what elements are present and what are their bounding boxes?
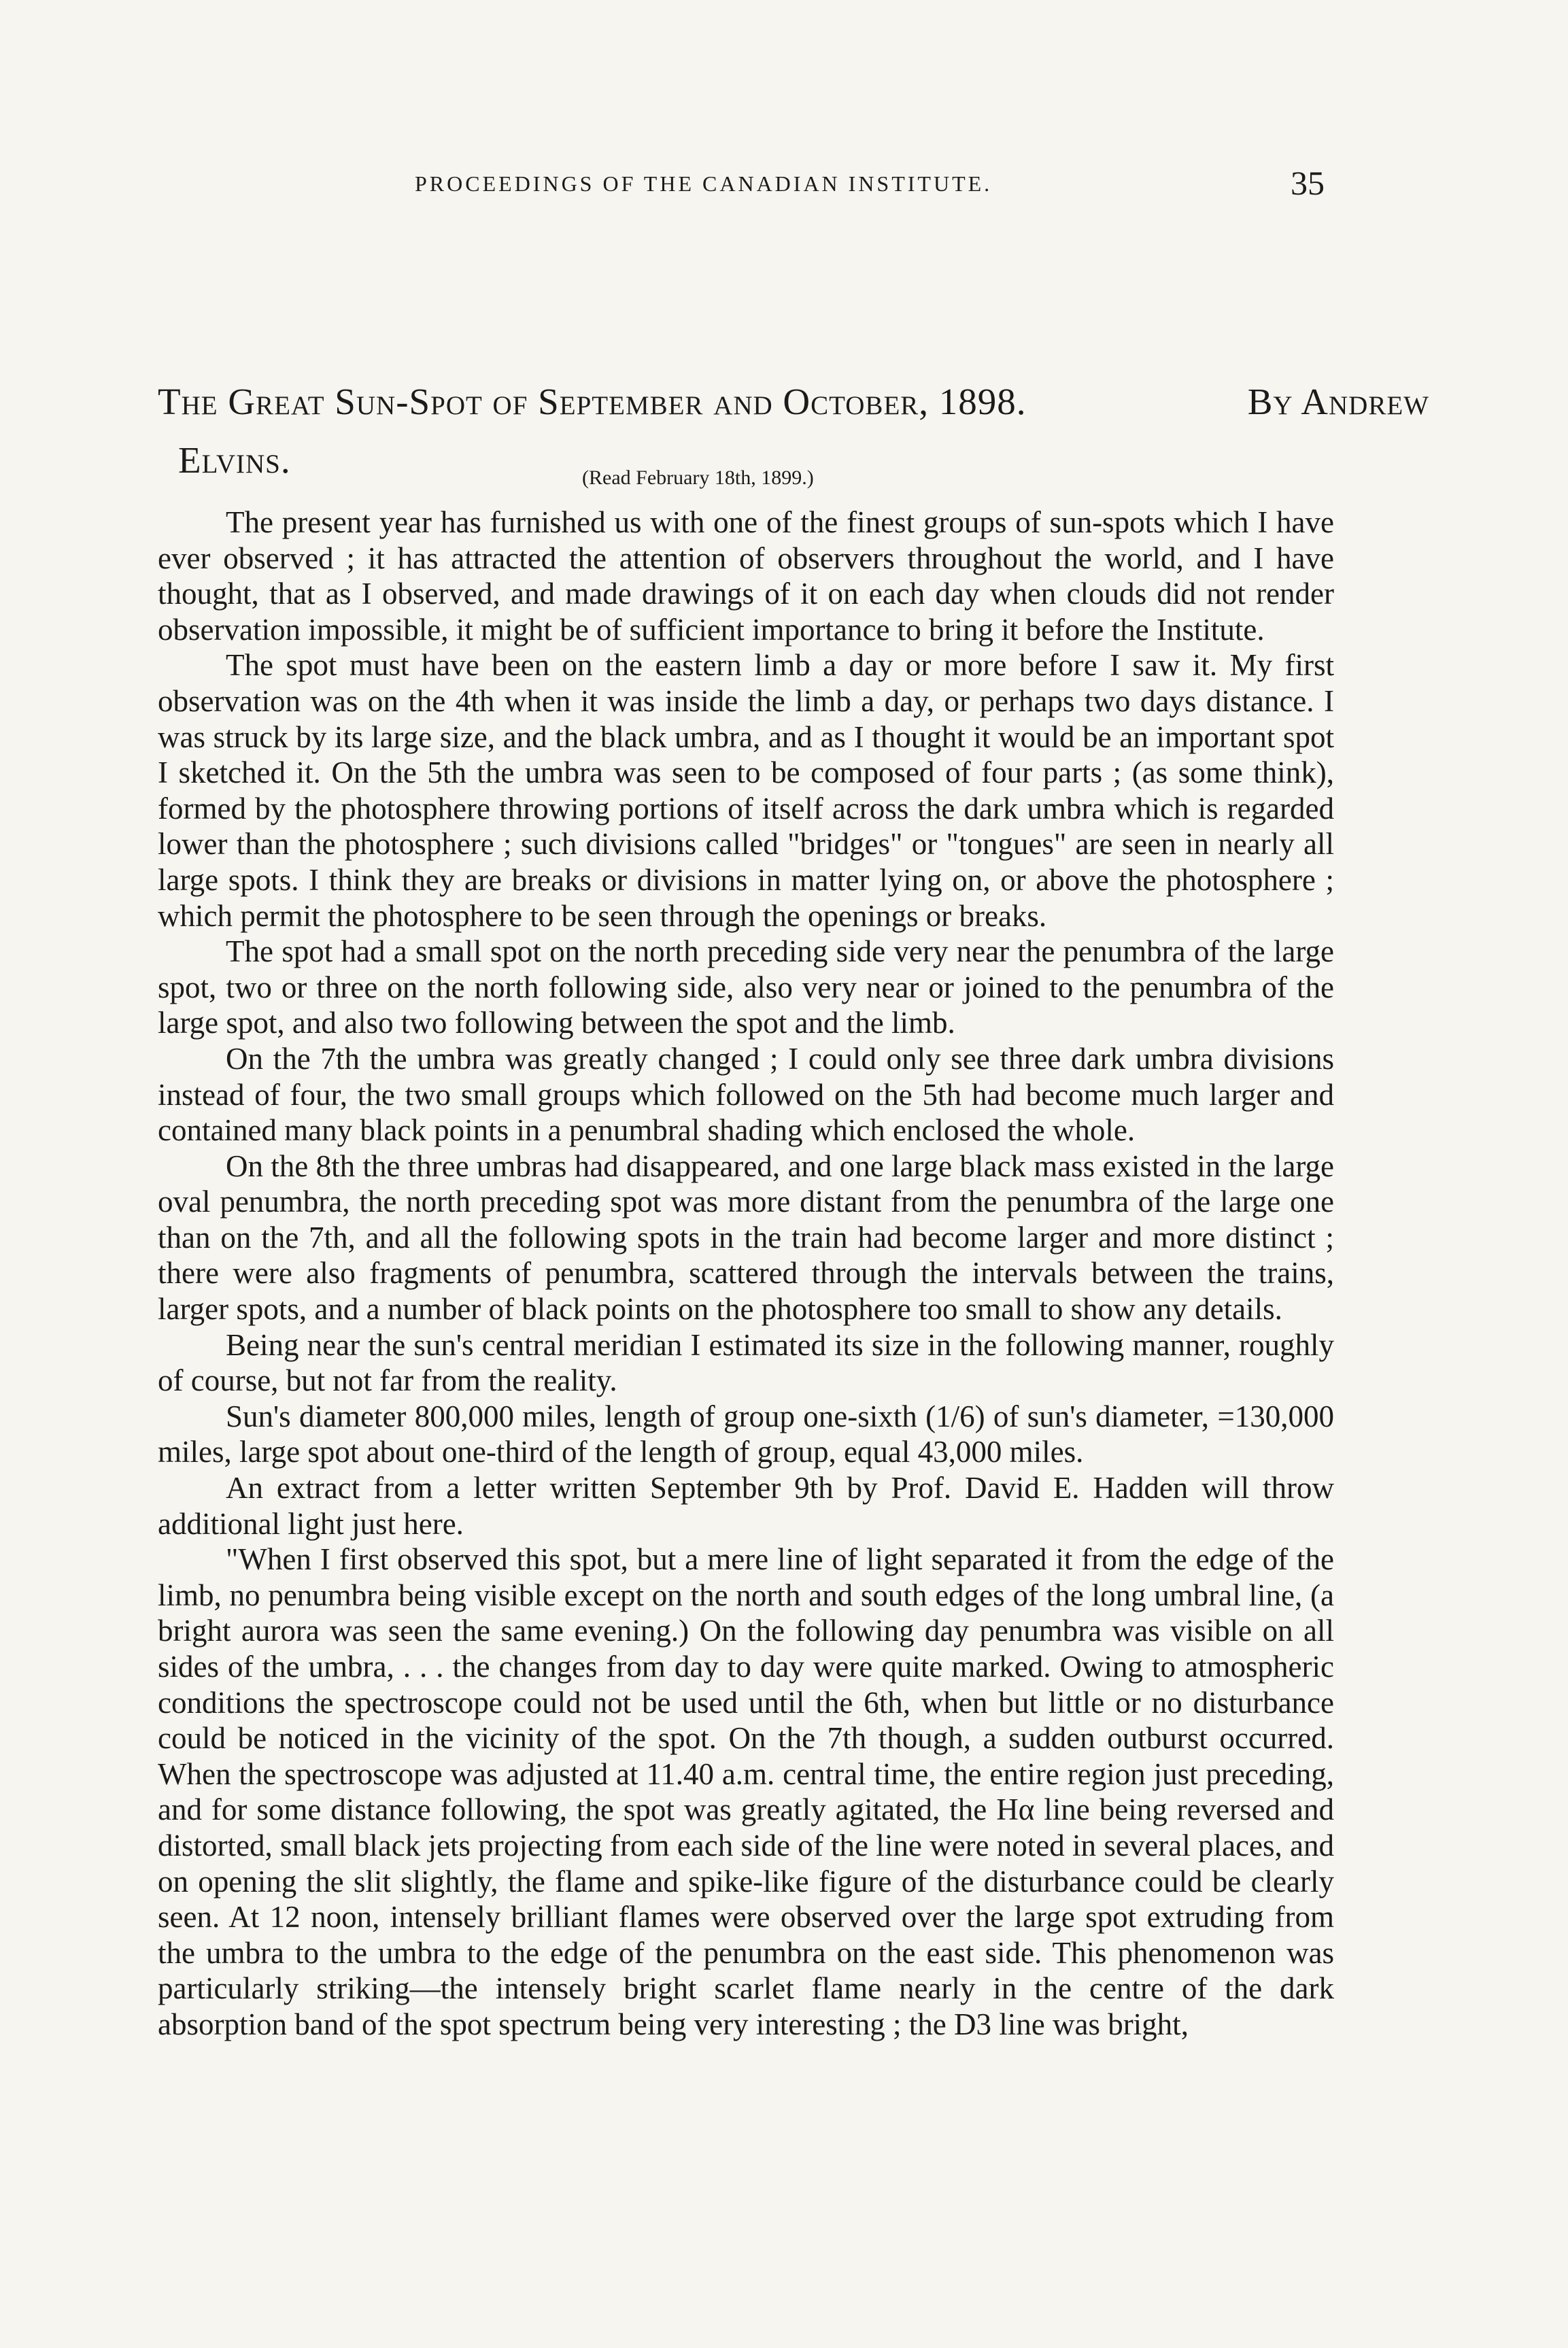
page-number: 35 (1291, 164, 1325, 202)
paragraph: On the 7th the umbra was greatly changed ; I could only see three dark umbra divisions instead of four, the two small groups which followed on the 5th had become much larger and contained many black points in a penumbral shading which enclosed the whole. (158, 1041, 1334, 1148)
paragraph: Being near the sun's central meridian I estimated its size in the following manner, roughly of course, but not far from the reality. (158, 1327, 1334, 1398)
running-head: PROCEEDINGS OF THE CANADIAN INSTITUTE. (415, 171, 993, 196)
paragraph: "When I first observed this spot, but a mere line of light separated it from the edge of the limb, no penumbra being visible except on the north and south edges of the long umbral line, (a bright aurora was seen the same evening.) On the following day penumbra was visible on all sides of the umbra, . . . the changes from day to day were quite marked. Owing to atmospheric conditions the spectroscope could not be used until the 6th, when but little or no disturbance could be noticed in the vicinity of the spot. On the 7th though, a sudden outburst occurred. When the spectroscope was adjusted at 11.40 a.m. central time, the entire region just preceding, and for some distance following, the spot was greatly agitated, the Hα line being reversed and distorted, small black jets projecting from each side of the line were noted in several places, and on opening the slit slightly, the flame and spike-like figure of the disturbance could be clearly seen. At 12 noon, intensely brilliant flames were observed over the large spot extruding from the umbra to the umbra to the edge of the penumbra on the east side. This phenomenon was particularly striking—the intensely bright scarlet flame nearly in the centre of the dark absorption band of the spot spectrum being very interesting ; the D3 line was bright, (158, 1542, 1334, 2041)
article-author-continued: Elvins. (178, 439, 291, 481)
paragraph: The spot had a small spot on the north preceding side very near the penumbra of the large spot, two or three on the north following side, also very near or joined to the penumbra of the large spot, and also two following between the spot and the limb. (158, 934, 1334, 1040)
paragraph: On the 8th the three umbras had disappeared, and one large black mass existed in the large oval penumbra, the north preceding spot was more distant from the penumbra of the large one than on the 7th, and all the following spots in the train had become larger and more distinct ; there were also fragments of penumbra, scattered through the intervals between the trains, larger spots, and a number of black points on the photosphere too small to show any details. (158, 1149, 1334, 1327)
read-note: (Read February 18th, 1899.) (582, 466, 814, 489)
article-byline: By Andrew (1247, 381, 1429, 422)
article-body (158, 505, 1334, 2043)
article-title: The Great Sun-Spot of September and October, 1898. (158, 381, 1027, 422)
paragraph: The present year has furnished us with one of the finest groups of sun-spots which I have ever observed ; it has attracted the attention of observers throughout the world, and I have thought, that as I observed, and made drawings of it on each day when clouds did not render observation impossible, it might be of sufficient importance to bring it before the Institute. (158, 505, 1334, 647)
paragraph: The spot must have been on the eastern limb a day or more before I saw it. My first observation was on the 4th when it was inside the limb a day, or perhaps two days distance. I was struck by its large size, and the black umbra, and as I thought it would be an important spot I sketched it. On the 5th the umbra was seen to be composed of four parts ; (as some think), formed by the photosphere throwing portions of itself across the dark umbra which is regarded lower than the photosphere ; such divisions called "bridges" or "tongues" are seen in nearly all large spots. I think they are breaks or divisions in matter lying on, or above the photosphere ; which permit the photosphere to be seen through the openings or breaks. (158, 648, 1334, 933)
paragraph: Sun's diameter 800,000 miles, length of group one-sixth (1/6) of sun's diameter, =130,000 miles, large spot about one-third of the length of group, equal 43,000 miles. (158, 1399, 1334, 1469)
paragraph: An extract from a letter written September 9th by Prof. David E. Hadden will throw additional light just here. (158, 1471, 1334, 1541)
